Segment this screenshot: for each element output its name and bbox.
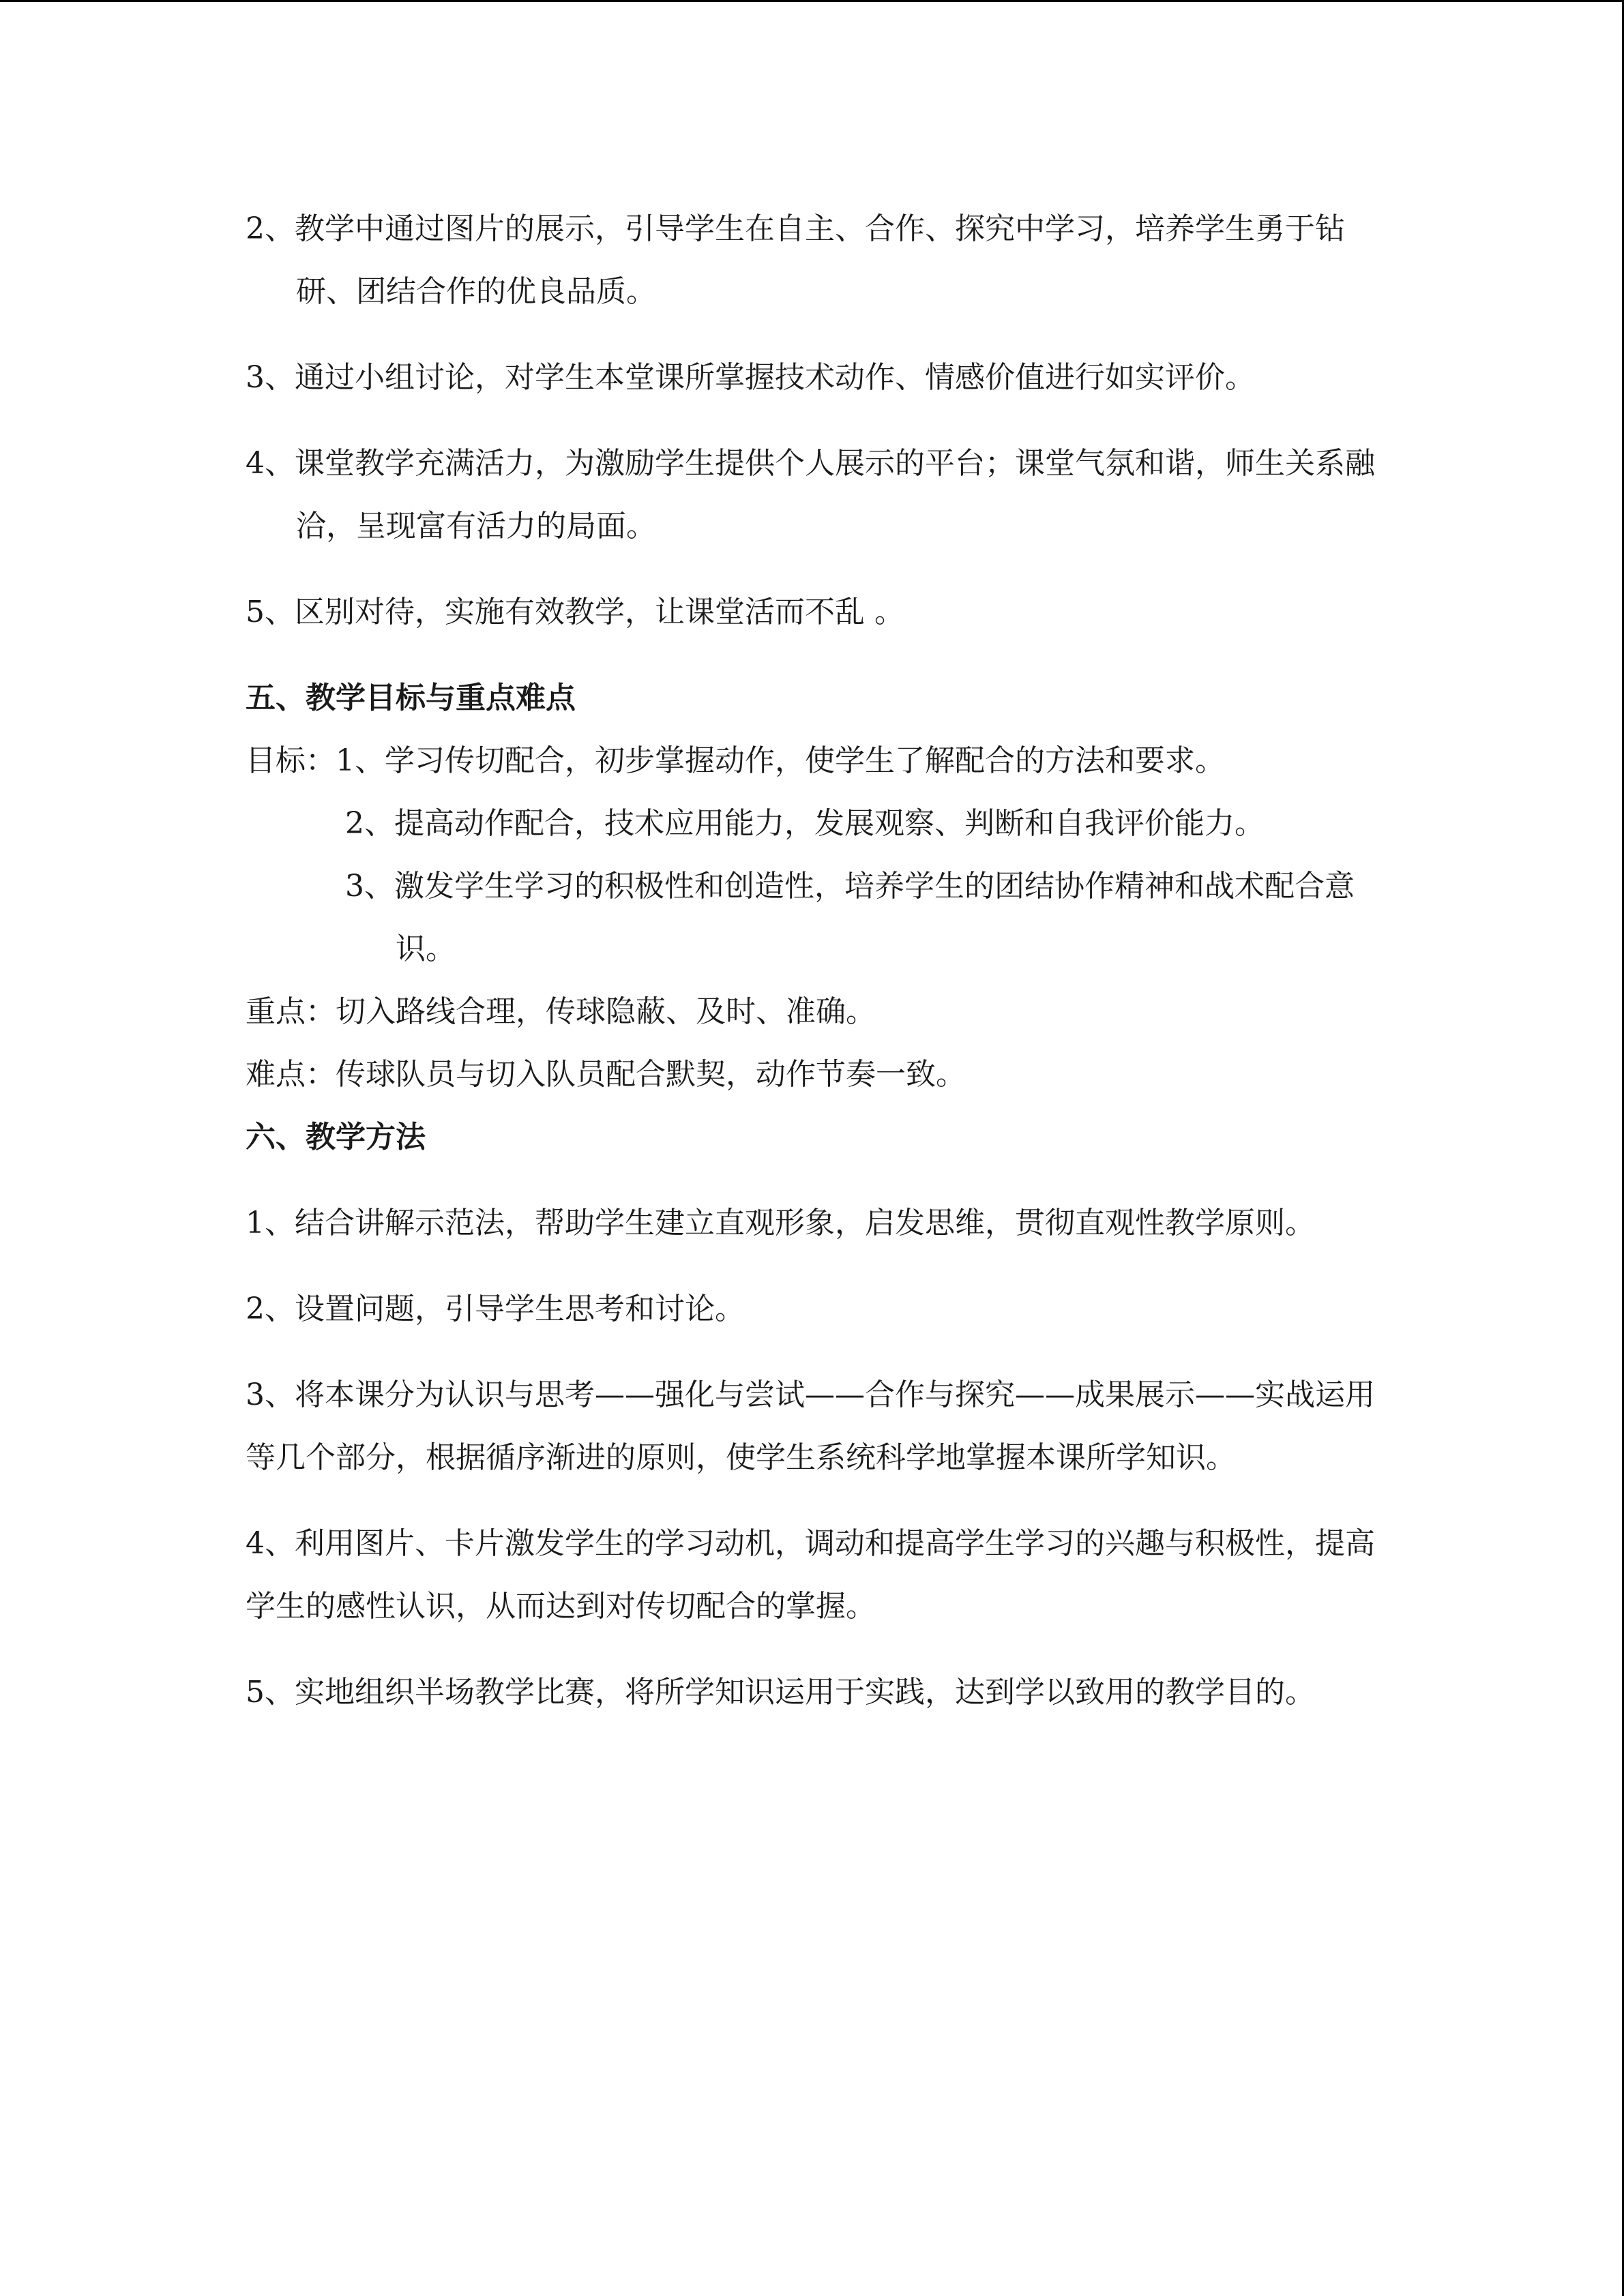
method-item-1: 1、结合讲解示范法，帮助学生建立直观形象，启发思维，贯彻直观性教学原则。 [246, 1206, 1315, 1240]
method-item-4: 4、利用图片、卡片激发学生的学习动机，调动和提高学生学习的兴趣与积极性，提高学生的感性认识，从而达到对传切配合的掌握。 [246, 1526, 1375, 1624]
section-6-heading: 六、教学方法 [246, 1120, 426, 1154]
goal-item-2: 2、提高动作配合，技术应用能力，发展观察、判断和自我评价能力。 [345, 806, 1265, 841]
key-point: 重点：切入路线合理，传球隐蔽、及时、准确。 [246, 994, 876, 1029]
intro-item-4: 4、课堂教学充满活力，为激励学生提供个人展示的平台；课堂气氛和谐，师生关系融洽，呈现富有活力的局面。 [246, 446, 1375, 543]
document-body [246, 198, 1385, 1724]
section-5-heading: 五、教学目标与重点难点 [246, 681, 576, 715]
intro-item-2: 2、教学中通过图片的展示，引导学生在自主、合作、探究中学习，培养学生勇于钻研、团结合作的优良品质。 [246, 211, 1345, 309]
method-item-3: 3、将本课分为认识与思考——强化与尝试——合作与探究——成果展示——实战运用等几个部分，根据循序渐进的原则，使学生系统科学地掌握本课所学知识。 [246, 1377, 1375, 1475]
goal-item-3: 3、激发学生学习的积极性和创造性，培养学生的团结协作精神和战术配合意识。 [345, 869, 1355, 966]
method-item-5: 5、实地组织半场教学比赛，将所学知识运用于实践，达到学以致用的教学目的。 [246, 1675, 1315, 1710]
intro-item-3: 3、通过小组讨论，对学生本堂课所掌握技术动作、情感价值进行如实评价。 [246, 360, 1255, 395]
page-border-top [0, 0, 1624, 2]
goal-line: 目标：1、学习传切配合，初步掌握动作，使学生了解配合的方法和要求。 [246, 743, 1225, 778]
intro-item-5: 5、区别对待，实施有效教学，让课堂活而不乱 。 [246, 595, 904, 629]
difficulty-point: 难点：传球队员与切入队员配合默契，动作节奏一致。 [246, 1057, 966, 1092]
method-item-2: 2、设置问题，引导学生思考和讨论。 [246, 1292, 745, 1326]
